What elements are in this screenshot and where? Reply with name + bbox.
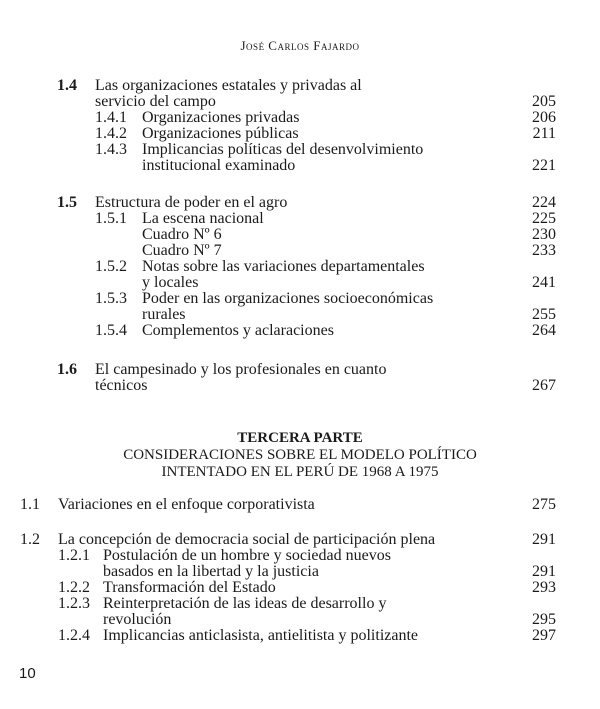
toc-entry-title: La concepción de democracia social de participación plena: [58, 531, 436, 548]
toc-entry-title: Notas sobre las variaciones departamentales: [142, 258, 425, 275]
toc-entry-number: 1.2.1: [58, 547, 90, 564]
page-number: 10: [19, 665, 36, 682]
toc-entry: [0, 78, 600, 94]
toc-entry: [0, 378, 600, 394]
toc-entry-title: La escena nacional: [142, 210, 264, 227]
toc-entry-page: 225: [532, 210, 556, 227]
toc-entry-page: 241: [532, 274, 556, 291]
toc-entry: [0, 243, 600, 259]
toc-entry: [0, 580, 600, 596]
toc-entry-number: 1.2.2: [58, 579, 90, 596]
toc-entry: [0, 548, 600, 564]
toc-entry-page: 255: [532, 306, 556, 323]
toc-entry: [0, 532, 600, 548]
toc-entry-number: 1.2.4: [58, 627, 90, 644]
toc-entry-title: y locales: [142, 274, 199, 291]
toc-entry-page: 295: [532, 611, 556, 628]
toc-entry-title: Organizaciones privadas: [142, 109, 300, 126]
toc-entry-title: técnicos: [95, 377, 148, 394]
toc-entry-title: Organizaciones públicas: [142, 125, 299, 142]
toc-entry-number: 1.4.3: [95, 141, 127, 158]
toc-entry-page: 264: [532, 322, 556, 339]
toc-entry-title: revolución: [103, 611, 172, 628]
toc-entry-title: Cuadro Nº 7: [142, 242, 222, 259]
toc-entry: [0, 110, 600, 126]
toc-entry-page: 291: [532, 531, 556, 548]
toc-entry: [0, 227, 600, 243]
toc-entry-title: rurales: [142, 306, 186, 323]
toc-entry: [0, 497, 600, 513]
toc-entry-number: 1.4: [57, 77, 77, 94]
toc-entry: [0, 323, 600, 339]
toc-entry-page: 275: [532, 496, 556, 513]
toc-entry-page: 211: [532, 125, 556, 142]
toc-entry: [0, 195, 600, 211]
toc-entry-number: 1.6: [57, 361, 77, 378]
toc-entry: [0, 142, 600, 158]
toc-entry-page: 267: [532, 377, 556, 394]
toc-entry-number: 1.5: [57, 194, 77, 211]
toc-entry: [0, 596, 600, 612]
toc-entry-page: 233: [532, 242, 556, 259]
toc-entry-number: 1.1: [20, 496, 40, 513]
toc-entry-title: Implicancias anticlasista, antielitista y politizante: [103, 627, 419, 644]
toc-entry: [0, 259, 600, 275]
toc-entry-title: Las organizaciones estatales y privadas al: [95, 77, 362, 94]
part-subtitle-line-1: CONSIDERACIONES SOBRE EL MODELO POLÍTICO: [123, 447, 477, 463]
toc-entry-title: Variaciones en el enfoque corporativista: [58, 496, 315, 513]
toc-entry-number: 1.2: [20, 531, 40, 548]
toc-entry-number: 1.5.2: [95, 258, 127, 275]
toc-entry-title: basados en la libertad y la justicia: [103, 563, 319, 580]
toc-entry-title: servicio del campo: [95, 93, 216, 110]
part-title: TERCERA PARTE: [237, 430, 363, 446]
toc-entry-number: 1.4.1: [95, 109, 127, 126]
toc-entry-title: Complementos y aclaraciones: [142, 322, 334, 339]
toc-entry: [0, 211, 600, 227]
toc-entry: [0, 275, 600, 291]
toc-entry-title: Postulación de un hombre y sociedad nuevos: [103, 547, 391, 564]
part-subtitle-line-2: INTENTADO EN EL PERÚ DE 1968 A 1975: [161, 464, 439, 480]
toc-entry: [0, 612, 600, 628]
toc-entry: [0, 307, 600, 323]
toc-entry-title: Poder en las organizaciones socioeconómicas: [142, 290, 434, 307]
running-head: José Carlos Fajardo: [240, 38, 360, 53]
toc-entry-page: 205: [532, 93, 556, 110]
toc-entry-title: institucional examinado: [142, 157, 296, 174]
toc-entry-page: 230: [532, 226, 556, 243]
toc-entry: [0, 126, 600, 142]
toc-entry-page: 206: [532, 109, 556, 126]
toc-entry-title: El campesinado y los profesionales en cuanto: [95, 361, 387, 378]
toc-entry-number: 1.5.4: [95, 322, 127, 339]
toc-entry-page: 221: [532, 157, 556, 174]
toc-entry: [0, 94, 600, 110]
toc-entry: [0, 564, 600, 580]
toc-entry: [0, 158, 600, 174]
toc-entry-title: Implicancias políticas del desenvolvimiento: [142, 141, 424, 158]
toc-entry-page: 224: [532, 194, 556, 211]
toc-entry-title: Transformación del Estado: [103, 579, 276, 596]
toc-entry-number: 1.4.2: [95, 125, 127, 142]
toc-entry-page: 293: [532, 579, 556, 596]
toc-entry-page: 291: [532, 563, 556, 580]
toc-entry-title: Estructura de poder en el agro: [95, 194, 288, 211]
toc-entry-title: Reinterpretación de las ideas de desarrollo y: [103, 595, 387, 612]
toc-entry-number: 1.2.3: [58, 595, 90, 612]
toc-entry-page: 297: [532, 627, 556, 644]
toc-entry: [0, 362, 600, 378]
toc-entry-title: Cuadro Nº 6: [142, 226, 222, 243]
toc-entry: [0, 628, 600, 644]
toc-entry-number: 1.5.1: [95, 210, 127, 227]
toc-entry-number: 1.5.3: [95, 290, 127, 307]
toc-entry: [0, 291, 600, 307]
